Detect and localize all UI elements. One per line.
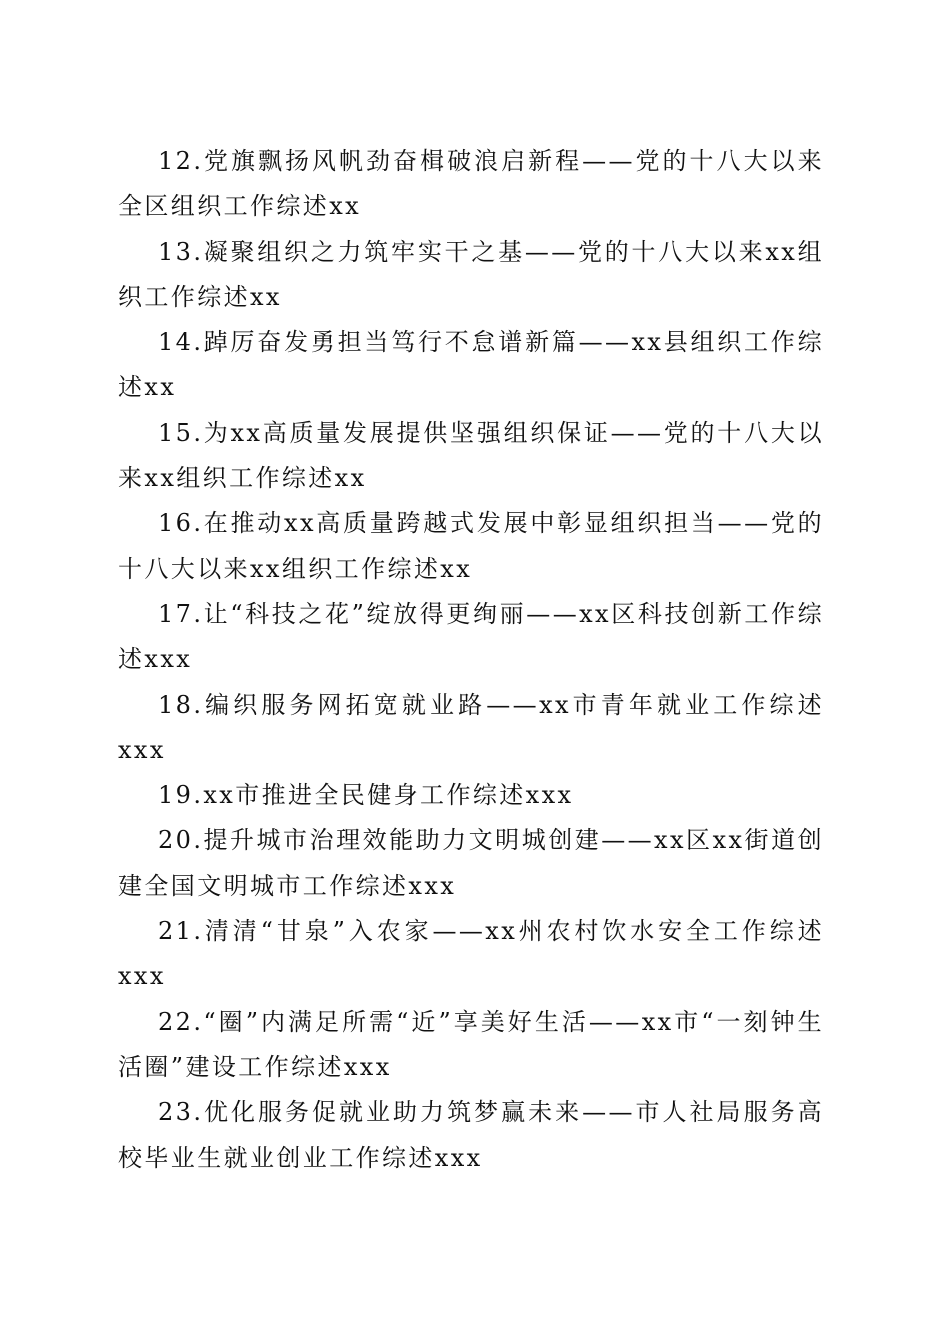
list-item-20: 20.提升城市治理效能助力文明城创建——xx区xx街道创建全国文明城市工作综述xxx [118,826,824,900]
list-item-14: 14.踔厉奋发勇担当笃行不怠谱新篇——xx县组织工作综述xx [118,328,824,402]
list-item-23: 23.优化服务促就业助力筑梦赢未来——市人社局服务高校毕业生就业创业工作综述xxx [118,1098,824,1172]
list-item-12: 12.党旗飘扬风帆劲奋楫破浪启新程——党的十八大以来全区组织工作综述xx [118,147,824,221]
list-item-19: 19.xx市推进全民健身工作综述xxx [158,781,574,810]
list-item-22: 22.“圈”内满足所需“近”享美好生活——xx市“一刻钟生活圈”建设工作综述xxx [118,1007,824,1081]
list-item-15: 15.为xx高质量发展提供坚强组织保证——党的十八大以来xx组织工作综述xx [118,418,824,493]
list-item-13: 13.凝聚组织之力筑牢实干之基——党的十八大以来xx组织工作综述xx [118,237,824,311]
list-item-18: 18.编织服务网拓宽就业路——xx市青年就业工作综述xxx [118,690,824,764]
list-item-16: 16.在推动xx高质量跨越式发展中彰显组织担当——党的十八大以来xx组织工作综述xx [118,509,824,583]
article-list [118,139,824,1181]
list-item-21: 21.清清“甘泉”入农家——xx州农村饮水安全工作综述xxx [118,917,824,991]
list-item-17: 17.让“科技之花”绽放得更绚丽——xx区科技创新工作综述xxx [118,599,824,674]
